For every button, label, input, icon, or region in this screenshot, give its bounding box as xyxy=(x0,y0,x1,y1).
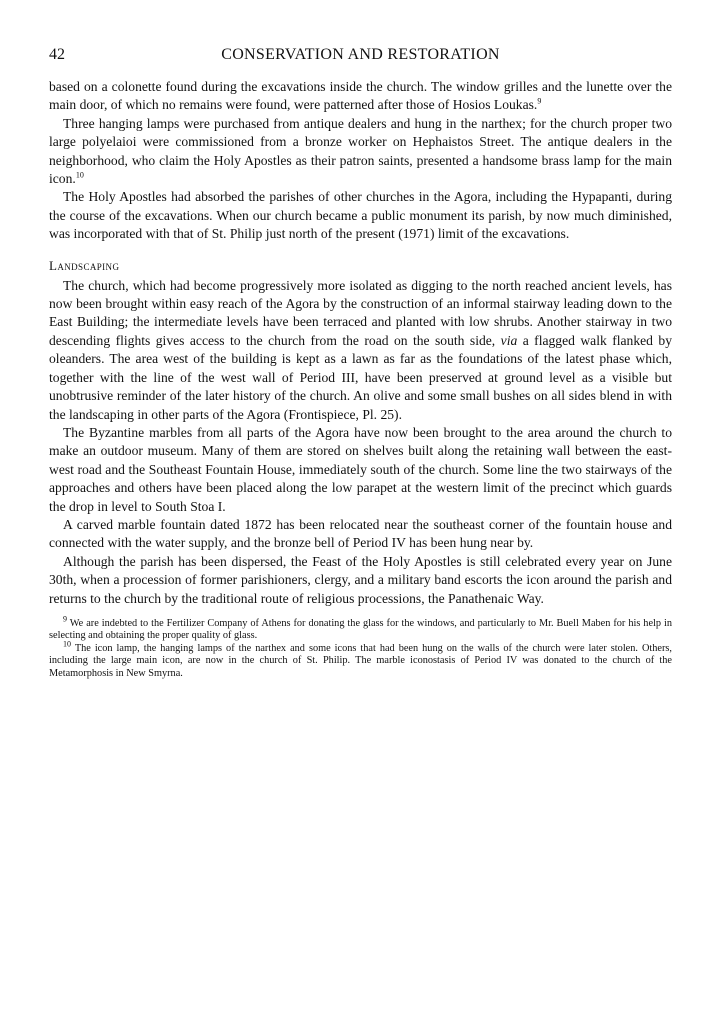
footnote-number: 10 xyxy=(63,639,71,649)
italic-via: via xyxy=(500,332,518,348)
footnote-ref-9: 9 xyxy=(537,96,542,106)
footnote-9 xyxy=(49,614,672,643)
page-number: 42 xyxy=(49,46,65,63)
footnote-10 xyxy=(49,639,672,680)
paragraph-window-grilles xyxy=(49,78,672,115)
running-title: CONSERVATION AND RESTORATION xyxy=(221,46,500,63)
paragraph-marble-fountain: A carved marble fountain dated 1872 has been relocated near the southeast corner of the fountain house and connected with the water supply, and the bronze bell of Period IV has been hung near by. xyxy=(49,516,672,551)
paragraph-text: Three hanging lamps were purchased from antique dealers and hung in the narthex; for the church proper two large polyelaioi were commissioned from a bronze worker on Hephaistos Street. The antique dealers in the neighborhood, who claim the Holy Apostles as their patron saints, presented a handsome brass lamp for the main icon. xyxy=(49,115,672,187)
paragraph-text: a flagged walk flanked by oleanders. The area west of the building is kept as a lawn as far as the foundations of the latest phase which, together with the line of the west wall of Period III, have been preserved at ground level as a visible but unobtrusive reminder of the later history of the church. An olive and some small bushes on all sides blend in with the landscaping in other parts of the Agora (Frontispiece, Pl. 25). xyxy=(49,332,672,422)
footnote-ref-10: 10 xyxy=(75,170,84,180)
paragraph-parishes: The Holy Apostles had absorbed the parishes of other churches in the Agora, including the Hypapanti, during the course of the excavations. When our church became a public monument its parish, by now much diminished, was incorporated with that of St. Philip just north of the present (1971) limit of the excavations. xyxy=(49,189,672,242)
section-heading-landscaping: Landscaping xyxy=(49,257,120,273)
paragraph-feast: Although the parish has been dispersed, the Feast of the Holy Apostles is still celebrated every year on June 30th, when a procession of former parishioners, clergy, and a military band escorts the icon around the parish and returns to the church by the traditional route of religious processions, the Panathenaic Way. xyxy=(49,553,672,606)
footnotes xyxy=(49,614,672,680)
footnote-text: The icon lamp, the hanging lamps of the narthex and some icons that had been hung on the walls of the church were later stolen. Others, including the large main icon, are now in the church of St. Philip. The marble iconostasis of Period IV was donated to the church of the Metamorphosis in New Smyrna. xyxy=(49,642,672,679)
footnote-text: We are indebted to the Fertilizer Company of Athens for donating the glass for the windows, and particularly to Mr. Buell Maben for his help in selecting and obtaining the proper quality of glass. xyxy=(49,617,672,642)
page-header xyxy=(49,46,672,70)
footnote-number: 9 xyxy=(63,614,67,624)
paragraph-hanging-lamps xyxy=(49,115,672,189)
paragraph-text: The church, which had become progressively more isolated as digging to the north reached ancient levels, has now been brought within easy reach of the Agora by the construction of an informal stairway leading down to the East Building; the intermediate levels have been terraced and planted with low shrubs. Another stairway in two descending flights gives access to the church from the road on the south side, xyxy=(49,277,672,348)
document-page xyxy=(49,46,672,680)
paragraph-text: based on a colonette found during the excavations inside the church. The window grilles and the lunette over the main door, of which no remains were found, were patterned after those of Hosios Loukas. xyxy=(49,79,672,113)
paragraph-byzantine-marbles: The Byzantine marbles from all parts of the Agora have now been brought to the area around the church to make an outdoor museum. Many of them are stored on shelves built along the retaining wall between the east-west road and the Southeast Fountain House, immediately south of the church. Some line the two stairways of the approaches and others have been placed along the low parapet at the western limit of the precinct which guards the drop in level to South Stoa I. xyxy=(49,424,672,514)
paragraph-landscaping xyxy=(49,277,672,424)
